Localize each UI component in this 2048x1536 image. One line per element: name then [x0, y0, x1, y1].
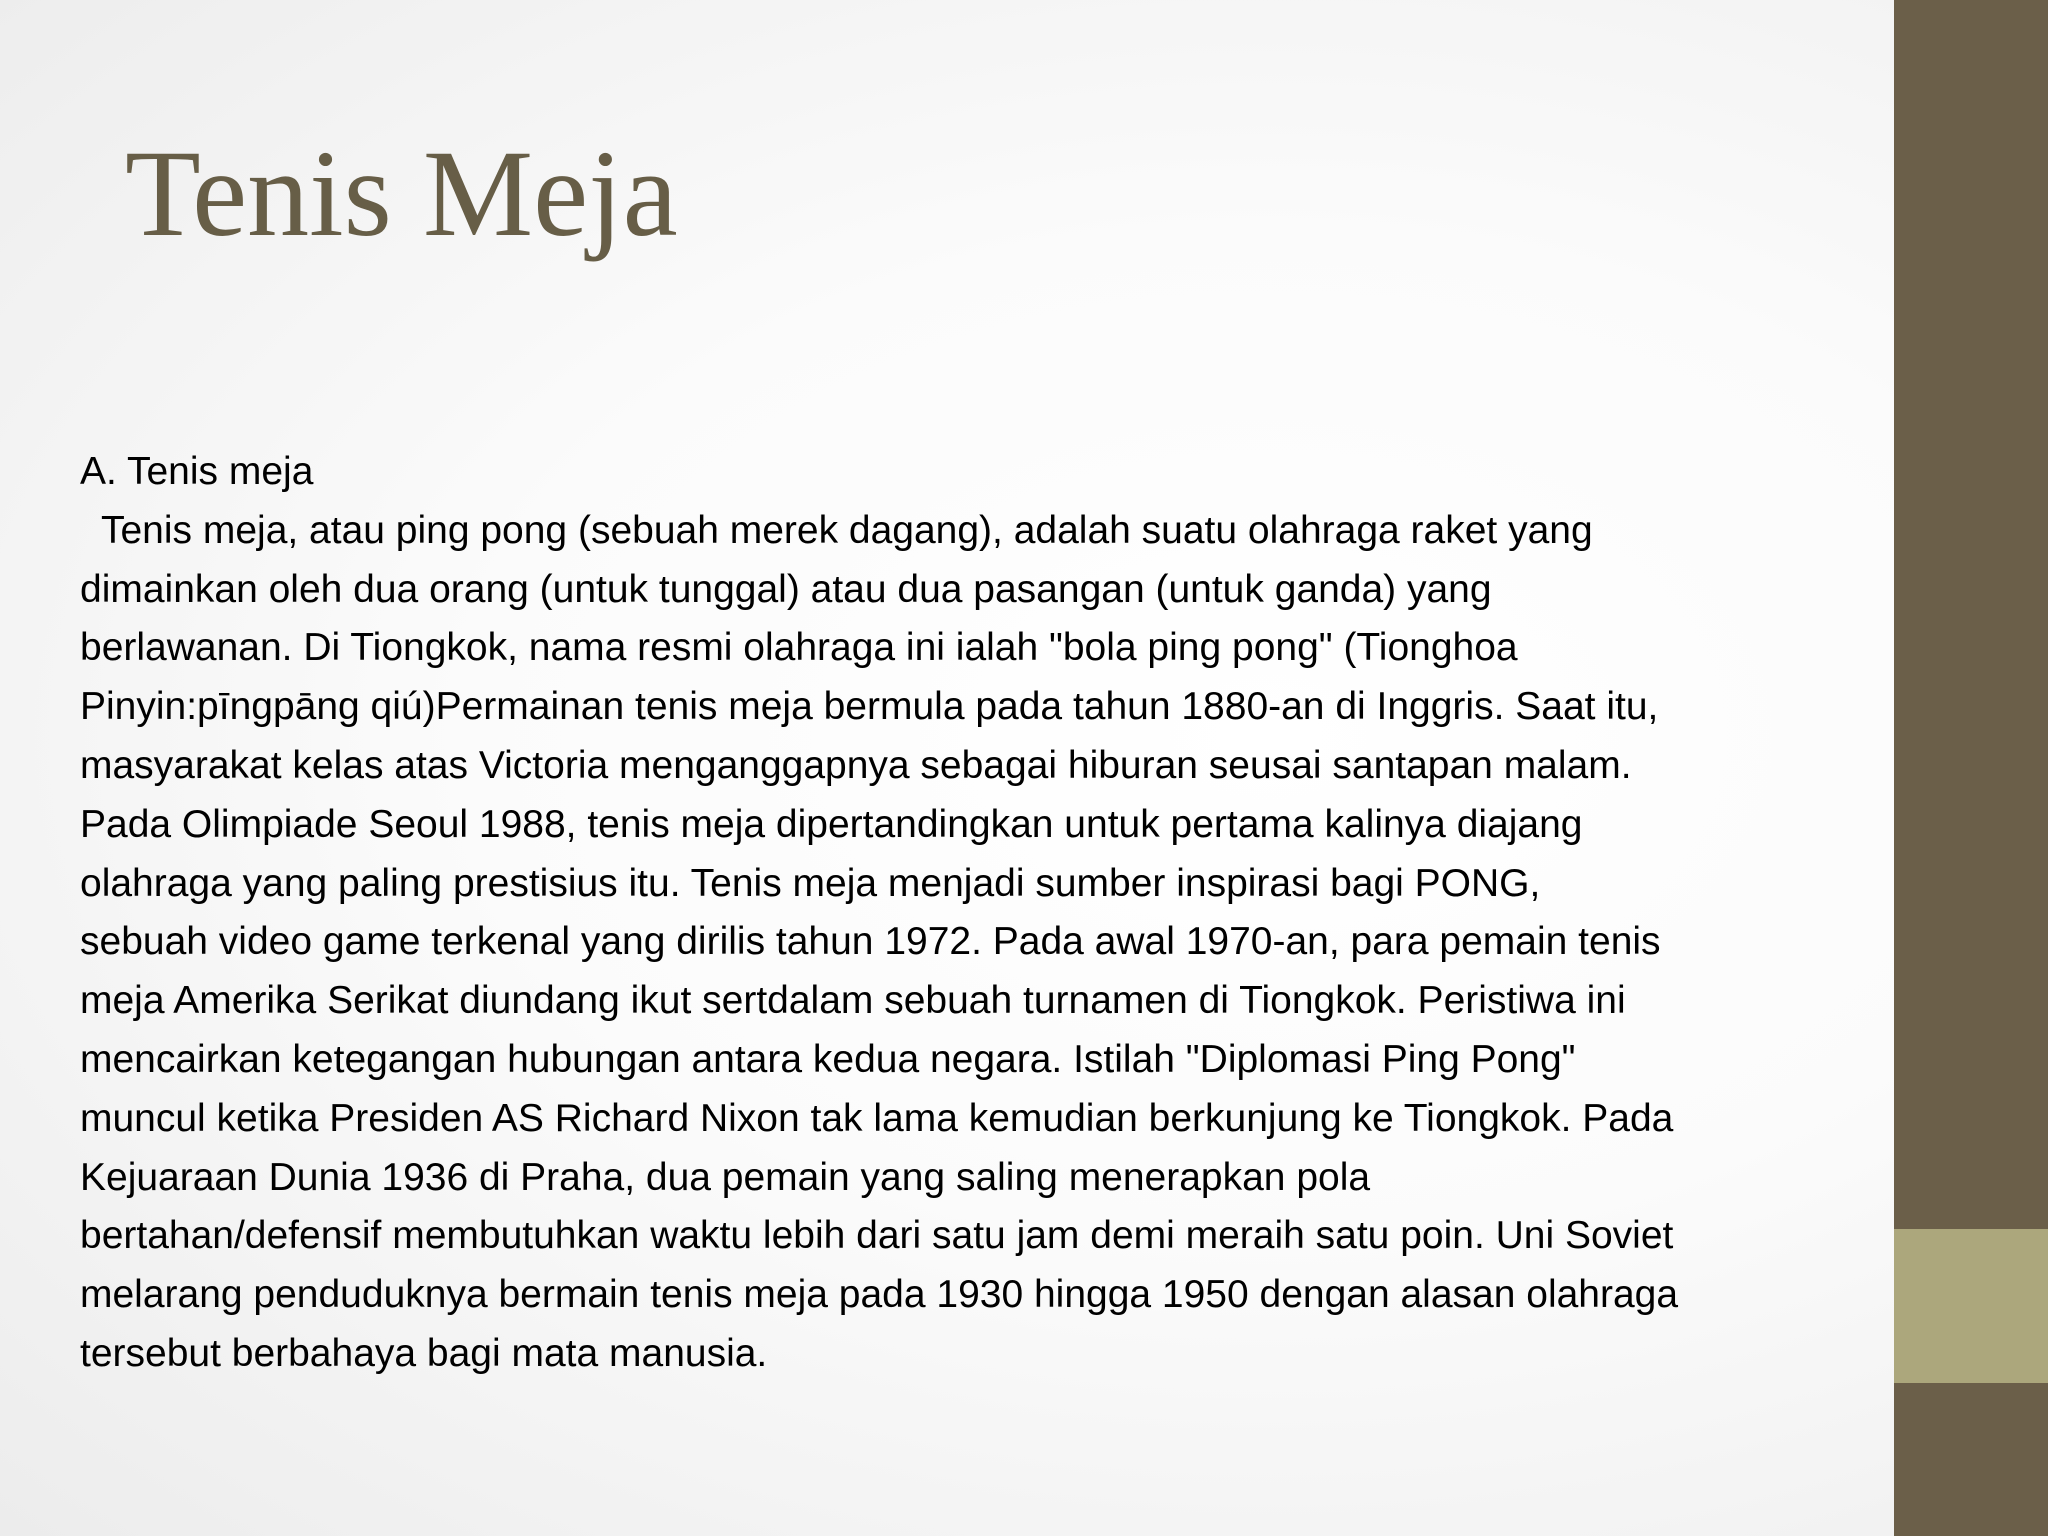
body-line: Pada Olimpiade Seoul 1988, tenis meja dipertandingkan untuk pertama kalinya diajang: [80, 802, 1583, 846]
body-line: Pinyin:pīngpāng qiú)Permainan tenis meja bermula pada tahun 1880-an di Inggris. Saat itu,: [80, 685, 1659, 729]
body-line: muncul ketika Presiden AS Richard Nixon tak lama kemudian berkunjung ke Tiongkok. Pada: [80, 1096, 1674, 1140]
body-line: sebuah video game terkenal yang dirilis tahun 1972. Pada awal 1970-an, para pemain tenis: [80, 920, 1661, 964]
body-line: melarang penduduknya bermain tenis meja pada 1930 hingga 1950 dengan alasan olahraga: [80, 1273, 1679, 1317]
body-line: Kejuaraan Dunia 1936 di Praha, dua pemain yang saling menerapkan pola: [80, 1155, 1371, 1199]
body-line: dimainkan oleh dua orang (untuk tunggal) atau dua pasangan (untuk ganda) yang: [80, 567, 1492, 611]
body-line: masyarakat kelas atas Victoria menganggapnya sebagai hiburan seusai santapan malam.: [80, 743, 1632, 787]
body-line: berlawanan. Di Tiongkok, nama resmi olahraga ini ialah "bola ping pong" (Tionghoa: [80, 626, 1518, 670]
body-line: meja Amerika Serikat diundang ikut sertdalam sebuah turnamen di Tiongkok. Peristiwa ini: [80, 979, 1626, 1023]
slide-title: Tenis Meja: [125, 125, 678, 262]
body-line: tersebut berbahaya bagi mata manusia.: [80, 1331, 768, 1375]
slide-body: [80, 443, 1894, 1384]
body-line: A. Tenis meja: [80, 450, 314, 493]
body-line: olahraga yang paling prestisius itu. Tenis meja menjadi sumber inspirasi bagi PONG,: [80, 861, 1541, 905]
body-line: Tenis meja, atau ping pong (sebuah merek dagang), adalah suatu olahraga raket yang: [80, 508, 1593, 552]
body-line: bertahan/defensif membutuhkan waktu lebih dari satu jam demi meraih satu poin. Uni Soviet: [80, 1214, 1674, 1258]
body-line: mencairkan ketegangan hubungan antara kedua negara. Istilah "Diplomasi Ping Pong": [80, 1037, 1576, 1081]
side-accent-block: [1894, 1229, 2048, 1383]
